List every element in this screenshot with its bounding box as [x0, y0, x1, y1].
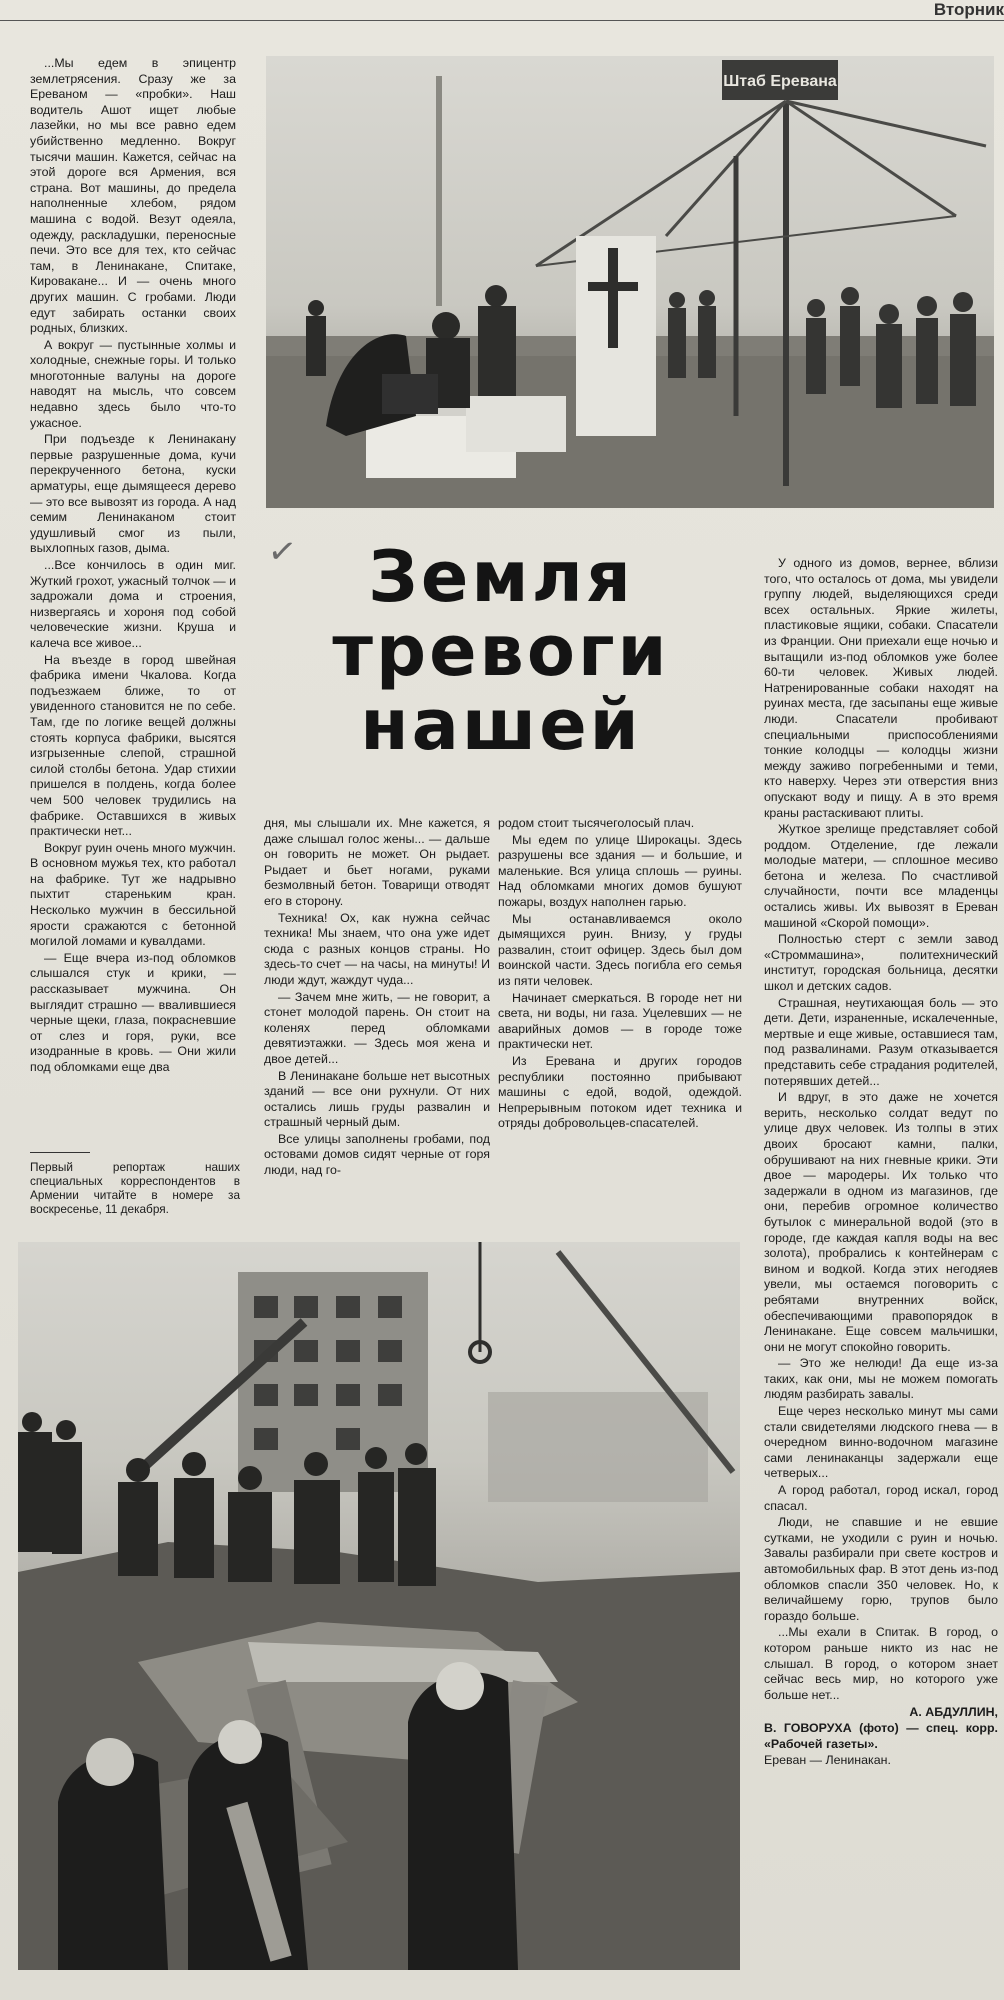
paragraph: ...Мы едем в эпицентр землетрясения. Сразу же за Ереваном — «пробки». Наш водитель Ашот ищет любые лазейки, но мы все равно едем убийственно медленно. Вокруг тысячи машин. Кажется, сейчас на этой дороге вся Армения, вся страна. Вот машины, до предела наполненные хлебом, рядом машина с водой. Везут одеяла, одежду, раскладушки, переносные печи. Это все для тех, кто сейчас там, в Ленинакане, Спитаке, Кироваканe... И — очень много других машин. С гробами. Люди едут забирать останки своих родных, близких.: [30, 56, 236, 336]
paragraph: И вдруг, в это даже не хочется верить, несколько солдат ведут по улице двух человек. Из толпы в этих двоих бросают камни, палки, обрушивают на них гневные крики. Эти двое — мародеры. Их только что задержали в одном из магазинов, где они, перебив огромное количество бутылок с минеральной водой (это в городе, где каждая капля воды на вес золота), пробрались к контейнерам с вином и водкой. Когда этих негодяев увели, мы остаемся поговорить с ребятами внутренних войск, обеспечивающими правопорядок в Ленинакане. Еще совсем мальчишки, они не могут спокойно говорить.: [764, 1090, 998, 1354]
headline-line-2: тревоги: [332, 610, 670, 692]
paragraph: ...Все кончилось в один миг. Жуткий грохот, ужасный толчок — и задрожали дома и строения, низвергаясь и хороня под собой человеческие жизни. Круша и калеча все живое...: [30, 558, 236, 650]
paragraph: родом стоит тысячеголосый плач.: [498, 816, 695, 830]
masthead-weekday: Вторник: [933, 0, 1004, 19]
editorial-note: Первый репортаж наших специальных корреспондентов в Армении читайте в номере за воскресенье, 11 декабря.: [30, 1160, 240, 1216]
paragraph: Мы едем по улице Широкацы. Здесь разрушены все здания — и большие, и маленькие. Вся улица сплошь — руины. Над обломками многих домов бушуют пожары, воздух наполнен гарью.: [498, 832, 742, 909]
photo-sign-text: Штаб Еревана: [723, 73, 837, 90]
article-column-2: [264, 816, 490, 1236]
paragraph: Вокруг руин очень много мужчин. В основном мужья тех, кто работал на фабрике. Тут же надрывно пыхтит стареньким кран. Несколько мужчин в бессильной ярости сражаются с бетонной могилой ломами и кувалдами.: [30, 840, 236, 949]
paragraph: Жуткое зрелище представляет собой роддом. Отделение, где лежали молодые матери, — сплошное месиво бетона и железа. По счастливой случайности, почти все младенцы остались живы. Их вывозят в Ереван машиной «Скорой помощи».: [764, 822, 998, 930]
paragraph: ...Мы ехали в Спитак. В город, о котором раньше никто из нас не слышал. В город, о котором знает сейчас весь мир, но которого уже больше нет...: [764, 1625, 998, 1702]
headline-line-3: нашей: [360, 684, 642, 766]
photo-coffins-street: [266, 56, 994, 508]
paragraph: На въезде в город швейная фабрика имени Чкалова. Когда подъезжаем ближе, то от увиденного становится не по себе. Там, где по логике вещей должны стоять корпуса фабрики, высятся изгрызенные слепой, страшной силой столбы бетона. Удар стихии пришелся в полдень, когда более чем 500 человек трудились на фабрике. Оставшихся в живых практически нет...: [30, 652, 236, 839]
pen-checkmark: ✓: [265, 531, 300, 573]
paragraph: Начинает смеркаться. В городе нет ни света, ни воды, ни газа. Уцелевших — не аварийных домов — в городе тоже практически нет.: [498, 990, 742, 1052]
paragraph: — Это же нелюди! Да еще из-за таких, как они, мы не можем помогать людям разбирать завалы.: [764, 1356, 998, 1402]
paragraph: Люди, не спавшие и не евшие сутками, не уходили с руин и ночью. Завалы разбирали при свете костров и автомобильных фар. В этот день из-под обломков спасли 350 человек. Но, к величайшему горю, трупов было гораздо больше.: [764, 1515, 998, 1623]
masthead-rule: [0, 20, 1004, 21]
paragraph: А вокруг — пустынные холмы и холодные, снежные горы. И только многотонные валуны на дороге наводят на мысль, что совсем недавно здесь было что-то ужасное.: [30, 337, 236, 430]
note-divider: [30, 1152, 90, 1153]
paragraph: Еще через несколько минут мы сами стали свидетелями людского гнева — в очередном винно-водочном магазине сами ленинаканцы задержали еще четверых...: [764, 1404, 998, 1481]
paragraph: В Ленинакане больше нет высотных зданий — все они рухнули. От них остались лишь груды развалин и страшный черный дым.: [264, 1068, 490, 1130]
photographer-credit: В. ГОВОРУХА (фото) — спец. корр. «Рабочей газеты».: [764, 1720, 998, 1751]
paragraph: При подъезде к Ленинакану первые разрушенные дома, кучи перекрученного бетона, куски арматуры, еще дымящееся дерево — это все вывозят из города. А над семим Ленинаканом стоит удушливый смог из пыли, выхлопных газов, дыма.: [30, 432, 236, 556]
paragraph: Все улицы заполнены гробами, под остовами домов сидят черные от горя люди, над го-: [264, 1131, 490, 1178]
dateline: Ереван — Ленинакан.: [764, 1753, 891, 1768]
paragraph: Страшная, неутихающая боль — это дети. Дети, израненные, искалеченные, мертвые и еще живые, оставшиеся там, под развалинами. Разум отказывается представить себе страдания родителей, потерявших детей...: [764, 995, 998, 1088]
paragraph: дня, мы слышали их. Мне кажется, я даже слышал голос жены... — дальше он говорить не может. Он рыдает. Рыдает и бьет ногами, руками безмолвный бетон. Товарищи отводят его в сторону.: [264, 816, 490, 908]
paragraph: — Зачем мне жить, — не говорит, а стонет молодой парень. Он стоит на коленях перед обломками девятиэтажки. — Здесь моя жена и двое детей...: [264, 989, 490, 1066]
article-column-4: [764, 556, 998, 1986]
author-signature: А. АБДУЛЛИН,: [909, 1705, 998, 1720]
headline: [262, 536, 740, 766]
paragraph: У одного из домов, вернее, вблизи того, что осталось от дома, мы увидели группу людей, выделяющихся среди всех остальных. Яркие жилеты, пластиковые ящики, собаки. Спасатели из Франции. Они приехали еще ночью и вытащили из-под обломков уже более 60-ти человек. Живых людей. Натренированные собаки находят на руинах места, где засыпаны еще живые люди. Спасатели пробивают специальными приспособлениями тонкие колодцы — колодцы жизни между заживо погребенными и теми, кто наверху. Через эти отверстия вниз опускают воду и пищу. А в это время краны растаскивают плиты.: [764, 556, 998, 820]
paragraph: Полностью стерт с земли завод «Строммашина», политехнический институт, городская больница, десятки школ и детских садов.: [764, 932, 998, 994]
paragraph: Мы останавливаемся около дымящихся руин. Внизу, у груды развалин, стоит офицер. Здесь был дом воинской части. Здесь погибла его семья из пяти человек.: [498, 911, 742, 988]
photo-rescue-rubble: [18, 1242, 740, 1970]
paragraph: — Еще вчера из-под обломков слышался стук и крики, — рассказывает мужчина. Он выглядит страшно — ввалившиеся черные щеки, глаза, покрасневшие от слез и горя, руки, все изодранные в кровь. — Они жили под обломками еще два: [30, 950, 236, 1074]
paragraph: Из Еревана и других городов республики постоянно прибывают машины с едой, водой, одеждой. Непрерывным потоком идет техника и отряды добровольцев-спасателей.: [498, 1053, 742, 1131]
paragraph: Техника! Ох, как нужна сейчас техника! Мы знаем, что она уже идет сюда с разных концов страны. Но здесь-то счет — на часы, на минуты! И люди ждут, жаждут чуда...: [264, 910, 490, 987]
paragraph: А город работал, город искал, город спасал.: [764, 1483, 998, 1513]
article-column-1: [30, 56, 236, 1156]
headline-line-1: Земля: [368, 536, 634, 618]
article-column-3: [498, 816, 742, 1236]
